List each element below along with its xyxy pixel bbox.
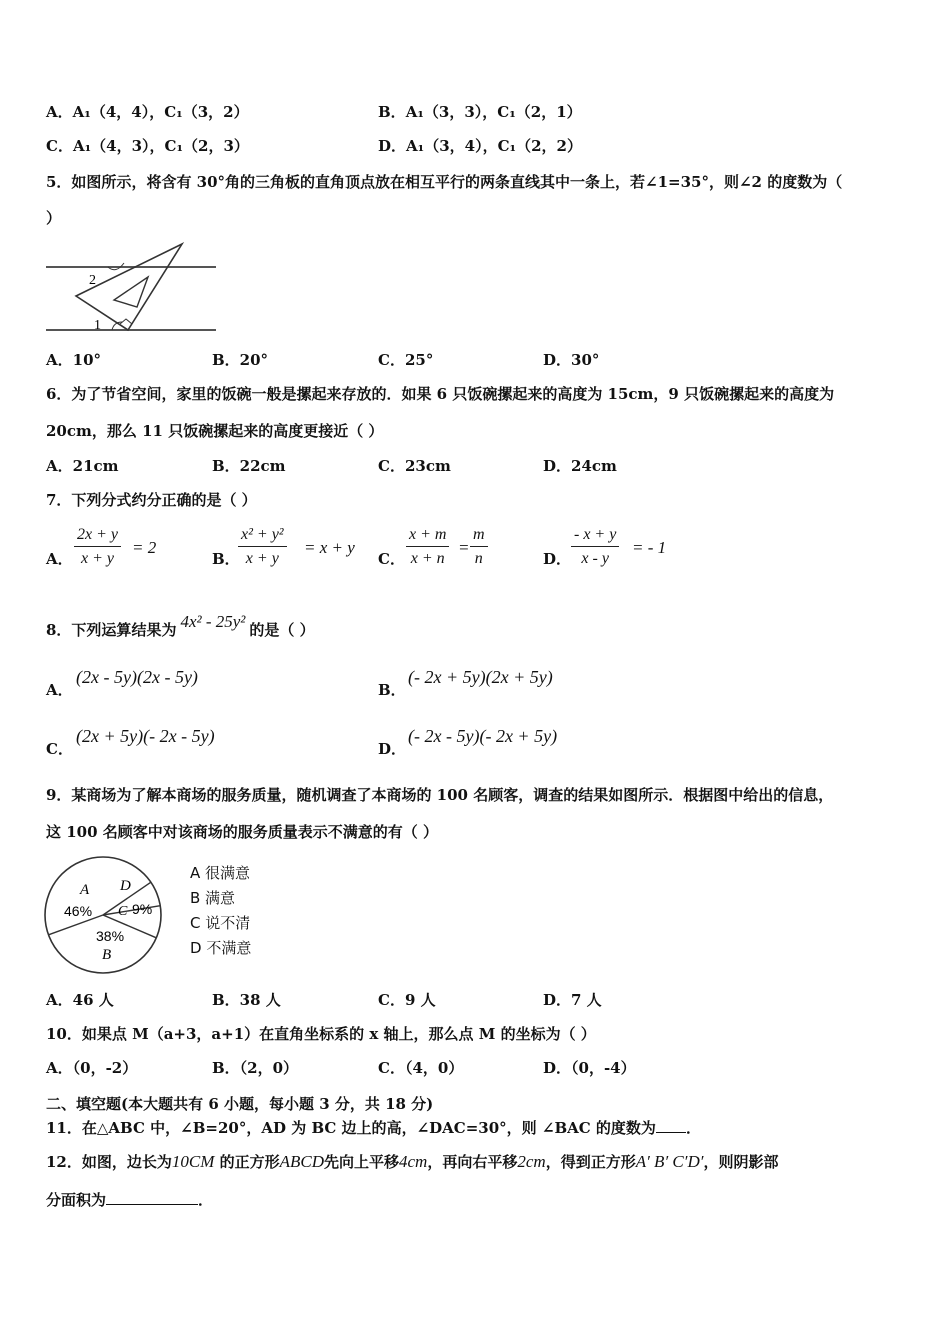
legend-item-a: A 很满意 bbox=[190, 864, 251, 882]
q10-stem: 10．如果点 M（a+3，a+1）在直角坐标系的 x 轴上，那么点 M 的坐标为（ ） bbox=[46, 1025, 596, 1043]
q6-option-b: B．22cm bbox=[212, 457, 286, 475]
q12-stem-line2 bbox=[46, 1190, 213, 1210]
pie-label-a: A bbox=[80, 882, 90, 898]
option-text: A₁（4，3），C₁（2，3） bbox=[72, 137, 249, 155]
q8-stem-suffix: 的是（ ） bbox=[249, 621, 315, 639]
q7-c-denominator: x + n bbox=[410, 550, 445, 567]
angle-label-1: 1 bbox=[94, 318, 101, 333]
q7-c-fraction bbox=[406, 526, 449, 568]
q12-math-side: 10CM bbox=[171, 1152, 215, 1171]
q8-label-d: D． bbox=[378, 740, 407, 758]
q7-a-fraction bbox=[74, 526, 121, 568]
q12-part6: ，则阴影部 bbox=[703, 1153, 779, 1171]
q9-option-b: B．38 人 bbox=[212, 991, 281, 1009]
q7-c-rhs-numerator: m bbox=[470, 526, 488, 547]
q5-stem-line2: ） bbox=[46, 209, 62, 227]
q12-math-up: 4cm bbox=[399, 1152, 428, 1171]
option-letter: B． bbox=[378, 103, 406, 121]
q12-end: ． bbox=[198, 1191, 214, 1209]
q9-option-c: C．9 人 bbox=[378, 991, 436, 1009]
q7-b-numerator: x² + y² bbox=[238, 526, 287, 547]
q9-pie-chart bbox=[40, 852, 170, 982]
q4-option-c bbox=[46, 136, 249, 156]
legend-item-d: D 不满意 bbox=[190, 939, 252, 957]
q7-stem: 7．下列分式约分正确的是（ ） bbox=[46, 491, 257, 509]
q5-stem-line1: 5．如图所示，将含有 30°角的三角板的直角顶点放在相互平行的两条直线其中一条上，若∠1=35°，则∠2 的度数为（ bbox=[46, 173, 843, 191]
q7-d-numerator: - x + y bbox=[571, 526, 619, 547]
option-letter: C． bbox=[46, 137, 73, 155]
q7-label-a: A． bbox=[46, 550, 73, 568]
q9-stem-line2: 这 100 名顾客中对该商场的服务质量表示不满意的有（ ） bbox=[46, 823, 438, 841]
q6-option-a: A．21cm bbox=[46, 457, 119, 475]
option-text: A₁（3，3），C₁（2，1） bbox=[405, 103, 582, 121]
q6-option-c: C．23cm bbox=[378, 457, 451, 475]
q7-d-fraction bbox=[571, 526, 619, 568]
q8-label-a: A． bbox=[46, 681, 73, 699]
q9-legend bbox=[190, 861, 251, 961]
right-angle-mark bbox=[120, 319, 132, 324]
q5-option-c: C．25° bbox=[378, 351, 434, 369]
q7-b-rhs: = x + y bbox=[304, 538, 355, 557]
section-2-heading: 二、填空题(本大题共有 6 小题，每小题 3 分，共 18 分) bbox=[46, 1095, 434, 1113]
q8-label-c: C． bbox=[46, 740, 73, 758]
q8-option-c-expression: (2x + 5y)(- 2x - 5y) bbox=[76, 726, 215, 746]
q11-answer-blank[interactable] bbox=[656, 1132, 686, 1133]
q12-part5: ，得到正方形 bbox=[545, 1153, 636, 1171]
q9-stem-line1: 9．某商场为了解本商场的服务质量，随机调查了本商场的 100 名顾客，调查的结果如图所示．根据图中给出的信息， bbox=[46, 786, 834, 804]
q12-part2: 的正方形 bbox=[214, 1153, 280, 1171]
option-text: A₁（4，4），C₁（3，2） bbox=[72, 103, 249, 121]
q6-stem-line1: 6．为了节省空间，家里的饭碗一般是摞起来存放的．如果 6 只饭碗摞起来的高度为 15cm，9 只饭碗摞起来的高度为 bbox=[46, 385, 835, 403]
q9-option-d: D．7 人 bbox=[543, 991, 602, 1009]
q7-b-fraction bbox=[238, 526, 287, 568]
pie-label-d: D bbox=[120, 878, 131, 894]
q12-math-new-square: A′ B′ C′D′ bbox=[635, 1152, 704, 1171]
q9-option-a: A．46 人 bbox=[46, 991, 114, 1009]
q6-stem-line2: 20cm，那么 11 只饭碗摞起来的高度更接近（ ） bbox=[46, 422, 384, 440]
q12-part3: 先向上平移 bbox=[324, 1153, 400, 1171]
legend-item-b: B 满意 bbox=[190, 889, 236, 907]
option-text: A₁（3，4），C₁（2，2） bbox=[406, 137, 582, 155]
q8-stem-prefix: 8．下列运算结果为 bbox=[46, 621, 177, 639]
q5-triangle-figure bbox=[44, 240, 219, 336]
q12-line2-text: 分面积为 bbox=[46, 1191, 107, 1209]
q8-option-d-expression: (- 2x - 5y)(- 2x + 5y) bbox=[408, 726, 558, 746]
q7-label-b: B． bbox=[212, 550, 240, 568]
q10-option-c: C．（4，0） bbox=[378, 1059, 464, 1077]
q7-c-rhs-denominator: n bbox=[474, 550, 483, 567]
q11-end: ． bbox=[685, 1119, 701, 1137]
q6-option-d: D．24cm bbox=[543, 457, 617, 475]
legend-item-c: C 说不清 bbox=[190, 914, 251, 932]
q11-stem bbox=[46, 1118, 701, 1138]
option-letter: A． bbox=[46, 103, 73, 121]
q12-part4: ，再向右平移 bbox=[427, 1153, 518, 1171]
q7-c-numerator: x + m bbox=[406, 526, 449, 547]
q7-c-rhs-fraction bbox=[470, 526, 488, 568]
q7-label-d: D． bbox=[543, 550, 572, 568]
q10-option-d: D．（0，-4） bbox=[543, 1059, 636, 1077]
q12-part1: 12．如图，边长为 bbox=[46, 1153, 172, 1171]
q7-d-rhs: = - 1 bbox=[632, 538, 667, 557]
pie-label-b: B bbox=[102, 947, 112, 963]
triangle-inner-cutout bbox=[114, 277, 148, 307]
q5-option-b: B．20° bbox=[212, 351, 269, 369]
q5-option-d: D．30° bbox=[543, 351, 600, 369]
q12-math-right: 2cm bbox=[517, 1152, 546, 1171]
pie-label-c: C bbox=[118, 904, 128, 919]
q12-answer-blank[interactable] bbox=[106, 1204, 198, 1205]
q8-label-b: B． bbox=[378, 681, 406, 699]
q8-stem bbox=[46, 612, 315, 640]
pie-percent-b: 38% bbox=[96, 928, 125, 944]
q8-option-a-expression: (2x - 5y)(2x - 5y) bbox=[76, 667, 198, 687]
q12-stem-line1 bbox=[46, 1152, 778, 1172]
pie-percent-c: 9% bbox=[132, 901, 153, 917]
q7-a-numerator: 2x + y bbox=[74, 526, 121, 547]
q4-option-d bbox=[378, 136, 582, 156]
q7-label-c: C． bbox=[378, 550, 405, 568]
q8-target-expression: 4x² - 25y² bbox=[180, 612, 246, 631]
q12-math-square: ABCD bbox=[279, 1152, 324, 1171]
q7-d-denominator: x - y bbox=[581, 550, 609, 567]
option-letter: D． bbox=[378, 137, 407, 155]
q4-option-a bbox=[46, 102, 249, 122]
q7-a-rhs: = 2 bbox=[132, 538, 157, 557]
pie-percent-a: 46% bbox=[64, 903, 93, 919]
q7-c-equals: = bbox=[458, 538, 470, 557]
q11-text: 11．在△ABC 中，∠B=20°，AD 为 BC 边上的高，∠DAC=30°，则 ∠BAC 的度数为 bbox=[46, 1119, 656, 1137]
q8-option-b-expression: (- 2x + 5y)(2x + 5y) bbox=[408, 667, 553, 687]
q10-option-b: B．（2，0） bbox=[212, 1059, 299, 1077]
q4-option-b bbox=[378, 102, 582, 122]
q7-b-denominator: x + y bbox=[245, 550, 279, 567]
q7-a-denominator: x + y bbox=[81, 550, 114, 567]
angle-label-2: 2 bbox=[89, 273, 96, 288]
q5-option-a: A．10° bbox=[46, 351, 102, 369]
q10-option-a: A．（0，-2） bbox=[46, 1059, 138, 1077]
